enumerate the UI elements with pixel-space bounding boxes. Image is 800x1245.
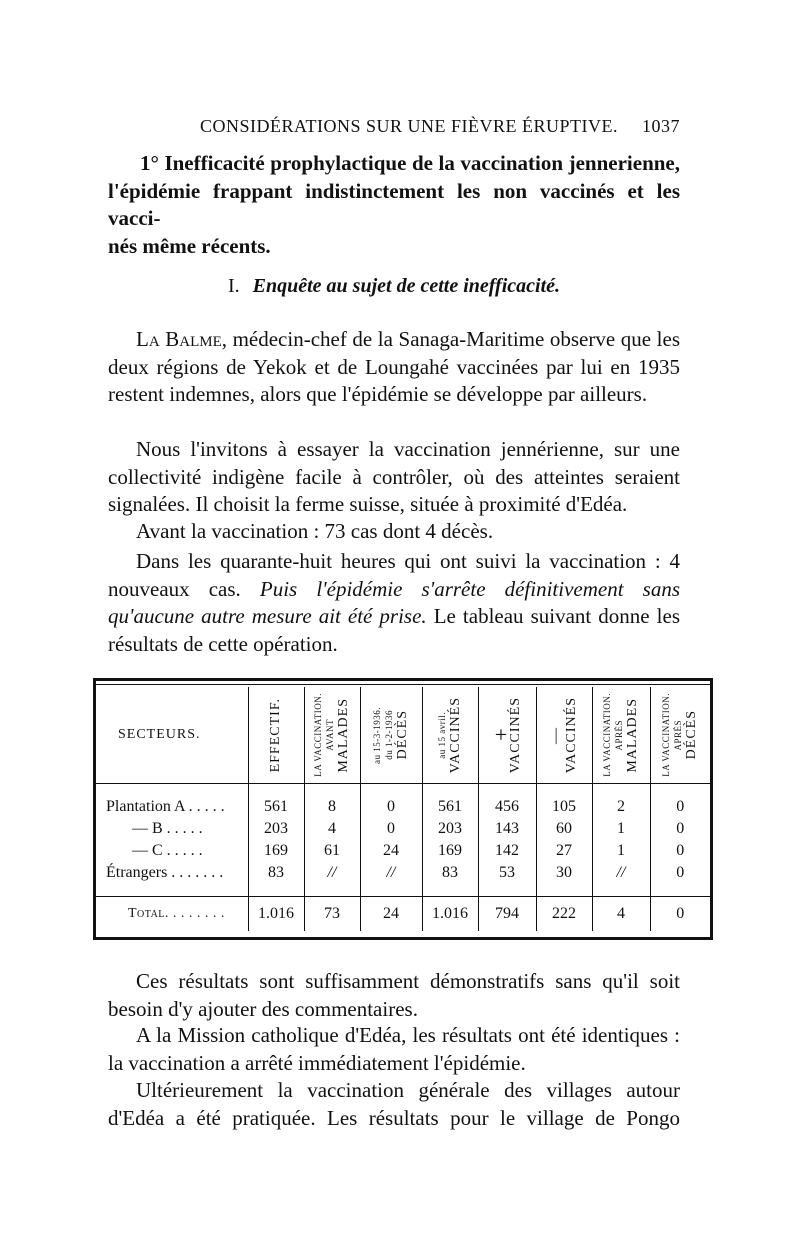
column-header-effectif: EFFECTIF. (248, 687, 304, 784)
paragraph-la-balme (108, 326, 680, 409)
table-cell: 105 (536, 796, 592, 818)
paragraph-before-vaccination (108, 518, 680, 546)
paragraph-after-vaccination (108, 548, 680, 658)
table-cell: 222 (536, 897, 592, 932)
paragraph-text: Ultérieurement la vaccination générale des villages autour d'Edéa a été pratiquée. Les résultats pour le village de Pongo (108, 1078, 680, 1130)
paragraph-text: Nous l'invitons à essayer la vaccination jennérienne, sur une collectivité indigène facile à contrôler, où des atteintes seraient signalées. Il choisit la ferme suisse, située à proximité d'Edéa. (108, 437, 680, 516)
row-label: — B . . . . . (132, 820, 203, 837)
section-heading (108, 275, 680, 298)
table-cell: 0 (650, 840, 710, 862)
column-header-secteurs: SECTEURS. (96, 687, 248, 784)
table-cell: // (592, 862, 650, 884)
table-cell: 1 (592, 818, 650, 840)
row-label: Étrangers . . . . . . . (106, 864, 224, 881)
table-cell: 24 (360, 897, 422, 932)
table-header-row (96, 687, 710, 784)
paragraph-demonstrative (108, 968, 680, 1023)
section-number: I. (227, 275, 240, 297)
paragraph-text: Dans les quarante-huit heures qui ont suivi la vaccination : 4 nouveaux cas. (108, 549, 680, 601)
table-cell: 83 (422, 862, 478, 884)
paragraph-mission (108, 1022, 680, 1077)
section-title: Enquête au sujet de cette inefficacité. (252, 275, 561, 297)
paragraph-text: médecin-chef de la Sanaga-Maritime observe que les deux régions de Yekok et de Loungahé vaccinées par lui en 1935 restent indemnes, alors que l'épidémie se développe par ailleurs. (108, 327, 680, 406)
table-cell: 1.016 (422, 897, 478, 932)
table-total-row (96, 897, 710, 932)
table-cell: 2 (592, 796, 650, 818)
column-header-malades-apres: MALADES APRÈS LA VACCINATION. (592, 687, 650, 784)
table-cell: 1 (592, 840, 650, 862)
column-header-vaccines-minus: VACCINÉS — (536, 687, 592, 784)
table-cell: 0 (360, 818, 422, 840)
page-number: 1037 (642, 116, 680, 136)
table-cell: 73 (304, 897, 360, 932)
table-cell: 53 (478, 862, 536, 884)
paragraph-text: Ces résultats sont suffisamment démonstratifs sans qu'il soit besoin d'y ajouter des commentaires. (108, 969, 680, 1021)
table-cell: 0 (650, 897, 710, 932)
running-title: CONSIDÉRATIONS SUR UNE FIÈVRE ÉRUPTIVE. (200, 116, 619, 136)
table-cell: 142 (478, 840, 536, 862)
table-cell: 561 (248, 796, 304, 818)
table-rule (96, 684, 710, 685)
table-cell: 24 (360, 840, 422, 862)
table-cell: 83 (248, 862, 304, 884)
author-name: La Balme, (136, 327, 227, 351)
paragraph-villages (108, 1077, 680, 1132)
table-cell: 60 (536, 818, 592, 840)
column-header-deces: DÉCÈS du 1-2-1936 au 15-3-1936. (360, 687, 422, 784)
column-header-vaccines-plus: VACCINÉS + (478, 687, 536, 784)
table-cell: 0 (650, 862, 710, 884)
paragraph-invitation (108, 436, 680, 519)
paragraph-italic: Puis l'épidémie s'arrête définitivement sans qu'aucune autre mesure ait été prise. (108, 576, 680, 628)
paragraph-text: A la Mission catholique d'Edéa, les résultats ont été identiques : la vaccination a arrêté immédiatement l'épidémie. (108, 1023, 680, 1075)
paragraph-conclusion-1 (108, 150, 680, 260)
table-cell: 1.016 (248, 897, 304, 932)
table-row (96, 796, 710, 818)
table-cell: 203 (248, 818, 304, 840)
table-cell: 0 (650, 818, 710, 840)
table-cell: 27 (536, 840, 592, 862)
row-label: Total. . . . . . . . (96, 897, 248, 932)
table-cell: 456 (478, 796, 536, 818)
table-cell: 561 (422, 796, 478, 818)
table-cell: 0 (360, 796, 422, 818)
table-cell: // (304, 862, 360, 884)
table-cell: 169 (422, 840, 478, 862)
table-cell: 8 (304, 796, 360, 818)
paragraph-text: Le tableau suivant donne les résultats de cette opération. (108, 604, 681, 656)
row-label: — C . . . . . (132, 842, 203, 859)
minus-sign: — (547, 726, 564, 744)
table-cell: 4 (304, 818, 360, 840)
paragraph-line: 1° Inefficacité prophylactique de la vaccination jennerienne, (140, 151, 680, 175)
column-header-deces-apres: DÉCÈS APRÈS LA VACCINATION. (650, 687, 710, 784)
table-spacer (96, 884, 710, 897)
plus-sign: + (494, 722, 508, 747)
running-header (108, 116, 680, 137)
column-header-vaccines: VACCINÉS au 15 avril. (422, 687, 478, 784)
table-row (96, 840, 710, 862)
column-header-malades-avant: MALADES AVANT LA VACCINATION. (304, 687, 360, 784)
results-table (93, 678, 713, 940)
table-cell: 203 (422, 818, 478, 840)
table-cell: 4 (592, 897, 650, 932)
table-row (96, 862, 710, 884)
paragraph-line: l'épidémie frappant indistinctement les non vaccinés et les vacci- (108, 178, 680, 230)
table-cell: 30 (536, 862, 592, 884)
table-row (96, 818, 710, 840)
table-cell: 61 (304, 840, 360, 862)
paragraph-line: nés même récents. (108, 233, 271, 258)
table-spacer (96, 784, 710, 797)
table-cell: 143 (478, 818, 536, 840)
paragraph-text: Avant la vaccination : 73 cas dont 4 décès. (136, 519, 494, 543)
table-cell: 169 (248, 840, 304, 862)
table-cell: // (360, 862, 422, 884)
table-cell: 0 (650, 796, 710, 818)
row-label: Plantation A . . . . . (106, 798, 225, 815)
table-cell: 794 (478, 897, 536, 932)
